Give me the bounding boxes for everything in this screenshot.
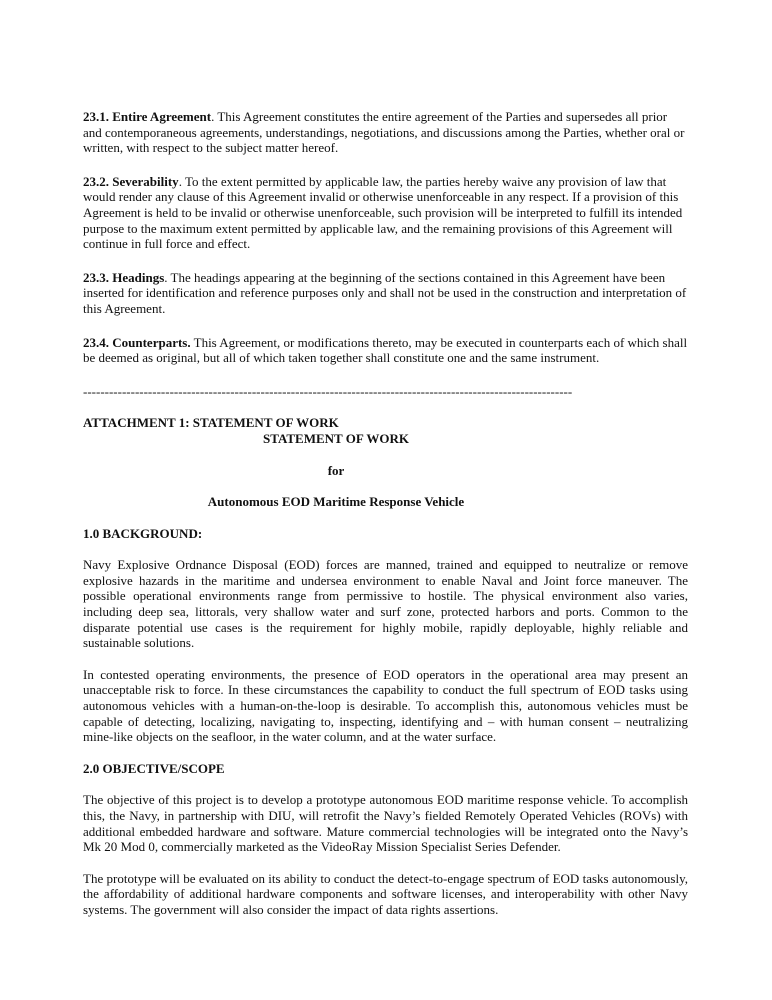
objective-scope-heading: 2.0 OBJECTIVE/SCOPE — [83, 760, 225, 776]
section-divider-dashes: ----------------------------------------------------------------------------------------------------------------- — [83, 383, 573, 399]
objective-paragraph-1: The objective of this project is to develop a prototype autonomous EOD maritime response vehicle. To accomplish this, the Navy, in partnership with DIU, will retrofit the Navy’s fielded Remotely Operated Vehicles (ROVs) with additional embedded hardware and software. Mature commercial technologies will be integrated onto the Navy’s Mk 20 Mod 0, commercially marketed as the VideoRay Mission Specialist Series Defender. — [83, 792, 688, 855]
background-heading: 1.0 BACKGROUND: — [83, 525, 203, 541]
clause-23-3 — [83, 270, 688, 317]
statement-of-work-subtitle: STATEMENT OF WORK — [263, 430, 409, 446]
sow-title: Autonomous EOD Maritime Response Vehicle — [207, 494, 465, 510]
attachment-heading: ATTACHMENT 1: STATEMENT OF WORK — [83, 415, 339, 431]
background-paragraph-1: Navy Explosive Ordnance Disposal (EOD) forces are manned, trained and equipped to neutralize or remove explosive hazards in the maritime and undersea environment to enable Naval and Joint force maneuver. The possible operational environments range from permissive to hostile. The physical environment also varies, including deep sea, littorals, very shallow water and surf zone, protected harbors and ports. Common to the disparate potential use cases is the requirement for highly mobile, rapidly deployable, highly reliable and sustainable solutions. — [83, 557, 688, 651]
objective-paragraph-2: The prototype will be evaluated on its ability to conduct the detect-to-engage spectrum of EOD tasks autonomously, the affordability of additional hardware components and software licenses, and interoperability with other Navy systems. The government will also consider the impact of data rights assertions. — [83, 870, 688, 917]
clause-23-1-text: . This Agreement constitutes the entire agreement of the Parties and supersedes all prior and contemporaneous agreements, understandings, negotiations, and discussions among the Parties, whether oral or written, with respect to the subject matter hereof. — [83, 109, 685, 156]
for-line: for — [327, 462, 345, 478]
clause-23-3-heading: 23.3. Headings — [83, 269, 165, 285]
clause-23-1 — [83, 109, 688, 156]
clause-23-2-text: . To the extent permitted by applicable law, the parties hereby waive any provision of law that would render any clause of this Agreement invalid or otherwise unenforceable in any respect. If a provision of this Agreement is held to be invalid or otherwise unenforceable, such provision will be interpreted to fulfill its intended purpose to the maximum extent permitted by applicable law, and the remaining provisions of this Agreement will continue in full force and effect. — [83, 173, 683, 252]
clause-23-1-heading: 23.1. Entire Agreement — [83, 109, 212, 124]
clause-23-4-text: This Agreement, or modifications thereto, may be executed in counterparts each of which shall be deemed as original, but all of which taken together shall constitute one and the same instrument. — [83, 334, 688, 366]
clause-23-3-text: . The headings appearing at the beginning of the sections contained in this Agreement have been inserted for identification and reference purposes only and shall not be used in the construction and interpretation of this Agreement. — [83, 269, 687, 316]
clause-23-2-heading: 23.2. Severability — [83, 173, 179, 189]
clause-23-4 — [83, 335, 688, 366]
clause-23-2 — [83, 174, 688, 252]
background-paragraph-2: In contested operating environments, the presence of EOD operators in the operational area may present an unacceptable risk to force. In these circumstances the capability to conduct the full spectrum of EOD tasks using autonomous vehicles with a human-on-the-loop is desirable. To accomplish this, autonomous vehicles must be capable of detecting, localizing, navigating to, inspecting, identifying and – with human consent – neutralizing mine-like objects on the seafloor, in the water column, and at the water surface. — [83, 666, 688, 745]
clause-23-4-heading: 23.4. Counterparts. — [83, 334, 191, 350]
